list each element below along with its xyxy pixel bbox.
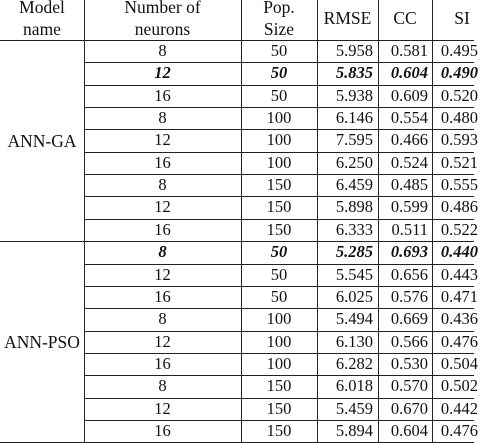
header-model-line1: Model: [19, 0, 65, 17]
cell-pop: 50: [270, 63, 288, 83]
column-rule: [317, 0, 318, 443]
cell-neurons: 16: [154, 219, 171, 239]
cell-neurons: 12: [154, 398, 171, 418]
header-model: [0, 0, 84, 40]
row-rule: [84, 174, 474, 175]
header-pop-size: [241, 0, 317, 40]
cell-neurons: 12: [154, 264, 171, 284]
cell-cc: 0.669: [390, 309, 428, 329]
cell-neurons: 16: [154, 152, 171, 172]
header-neurons: [84, 0, 241, 40]
row-rule: [84, 420, 474, 421]
cell-neurons: 12: [154, 63, 171, 83]
cell-rmse: 5.958: [335, 41, 373, 60]
cell-rmse: 6.459: [335, 175, 373, 195]
cell-pop: 50: [270, 264, 288, 284]
row-rule: [84, 196, 474, 197]
cell-si: 0.522: [440, 219, 478, 239]
cell-pop: 100: [266, 353, 292, 373]
cell-pop: 50: [270, 286, 288, 306]
row-rule: [84, 219, 474, 220]
row-rule: [84, 398, 474, 399]
cell-si: 0.476: [440, 331, 478, 351]
cell-si: 0.490: [440, 63, 478, 83]
cell-si: 0.476: [440, 420, 478, 440]
header-pop-line2: Size: [263, 19, 295, 39]
row-rule: [84, 331, 474, 332]
cell-cc: 0.604: [390, 420, 428, 440]
cell-pop: 100: [266, 108, 292, 128]
cell-pop: 50: [270, 242, 288, 262]
cell-neurons: 12: [154, 197, 171, 217]
cell-pop: 100: [266, 309, 292, 329]
model-name-cell: ANN-GA: [7, 130, 77, 151]
row-rule: [84, 375, 474, 376]
cell-neurons: 12: [154, 130, 171, 150]
cell-rmse: 5.285: [335, 242, 373, 262]
cell-pop: 150: [266, 420, 292, 440]
cell-neurons: 8: [158, 41, 167, 60]
cell-rmse: 5.938: [335, 85, 373, 105]
cell-cc: 0.570: [390, 376, 428, 396]
cell-pop: 150: [266, 197, 292, 217]
cell-neurons: 8: [158, 175, 167, 195]
row-rule: [84, 286, 474, 287]
cell-cc: 0.511: [391, 219, 428, 239]
cell-si: 0.495: [440, 41, 478, 60]
cell-neurons: 8: [158, 309, 167, 329]
cell-si: 0.443: [440, 264, 478, 284]
row-rule: [84, 353, 474, 354]
row-rule: [84, 62, 474, 63]
header-si: SI: [454, 8, 470, 28]
cell-cc: 0.485: [390, 175, 428, 195]
cell-si: 0.521: [440, 152, 478, 172]
cell-cc: 0.554: [390, 108, 428, 128]
cell-pop: 150: [266, 175, 292, 195]
cell-si: 0.486: [440, 197, 478, 217]
header-cc: CC: [393, 8, 417, 28]
header-model-line2: name: [23, 19, 61, 39]
header-rule: [0, 40, 474, 41]
cell-pop: 50: [270, 85, 288, 105]
row-rule: [84, 85, 474, 86]
cell-cc: 0.530: [390, 353, 428, 373]
cell-cc: 0.670: [390, 398, 428, 418]
cell-si: 0.436: [440, 309, 478, 329]
cell-cc: 0.604: [390, 63, 428, 83]
cell-si: 0.471: [440, 286, 478, 306]
cell-pop: 100: [266, 152, 292, 172]
column-rule: [84, 0, 85, 443]
cell-rmse: 7.595: [335, 130, 373, 150]
cell-rmse: 5.459: [335, 398, 373, 418]
cell-cc: 0.524: [390, 152, 428, 172]
cell-cc: 0.576: [390, 286, 428, 306]
cell-rmse: 5.898: [335, 197, 373, 217]
cell-pop: 100: [266, 130, 292, 150]
cell-si: 0.504: [440, 353, 478, 373]
column-rule: [378, 0, 379, 443]
header-neurons-line2: neurons: [134, 19, 191, 39]
cell-si: 0.555: [440, 175, 478, 195]
cell-pop: 100: [266, 331, 292, 351]
cell-neurons: 12: [154, 331, 171, 351]
cell-neurons: 16: [154, 85, 171, 105]
cell-neurons: 8: [158, 242, 167, 262]
cell-neurons: 8: [158, 108, 167, 128]
cell-pop: 50: [270, 41, 288, 60]
column-rule: [432, 0, 433, 443]
cell-si: 0.502: [440, 376, 478, 396]
model-name-cell: ANN-PSO: [4, 331, 80, 352]
cell-rmse: 6.130: [335, 331, 373, 351]
cell-pop: 150: [266, 219, 292, 239]
cell-cc: 0.466: [390, 130, 428, 150]
cell-rmse: 6.250: [335, 152, 373, 172]
cell-rmse: 5.835: [335, 63, 373, 83]
cell-si: 0.593: [440, 130, 478, 150]
header-pop-line1: Pop.: [263, 0, 295, 17]
cell-rmse: 6.333: [335, 219, 373, 239]
cell-cc: 0.599: [390, 197, 428, 217]
row-rule: [84, 264, 474, 265]
header-neurons-line1: Number of: [124, 0, 201, 17]
row-rule: [84, 152, 474, 153]
column-rule: [241, 0, 242, 443]
cell-cc: 0.609: [390, 85, 428, 105]
cell-rmse: 6.146: [335, 108, 373, 128]
cell-rmse: 6.282: [335, 353, 373, 373]
cell-neurons: 16: [154, 420, 171, 440]
cell-si: 0.520: [440, 85, 478, 105]
cell-pop: 150: [266, 398, 292, 418]
cell-cc: 0.581: [390, 41, 428, 60]
header-rmse: RMSE: [323, 8, 372, 28]
cell-rmse: 5.545: [335, 264, 373, 284]
cell-cc: 0.656: [390, 264, 428, 284]
cell-si: 0.440: [440, 242, 478, 262]
cell-pop: 150: [266, 376, 292, 396]
group-rule: [0, 241, 474, 242]
cell-neurons: 16: [154, 353, 171, 373]
cell-rmse: 6.018: [335, 376, 373, 396]
cell-cc: 0.693: [390, 242, 428, 262]
cell-rmse: 6.025: [335, 286, 373, 306]
cell-neurons: 16: [154, 286, 171, 306]
row-rule: [84, 129, 474, 130]
cell-rmse: 5.894: [335, 420, 373, 440]
row-rule: [84, 107, 474, 108]
cell-cc: 0.566: [390, 331, 428, 351]
row-rule: [84, 308, 474, 309]
cell-si: 0.442: [440, 398, 478, 418]
cell-si: 0.480: [440, 108, 478, 128]
cell-rmse: 5.494: [335, 309, 373, 329]
cell-neurons: 8: [158, 376, 167, 396]
